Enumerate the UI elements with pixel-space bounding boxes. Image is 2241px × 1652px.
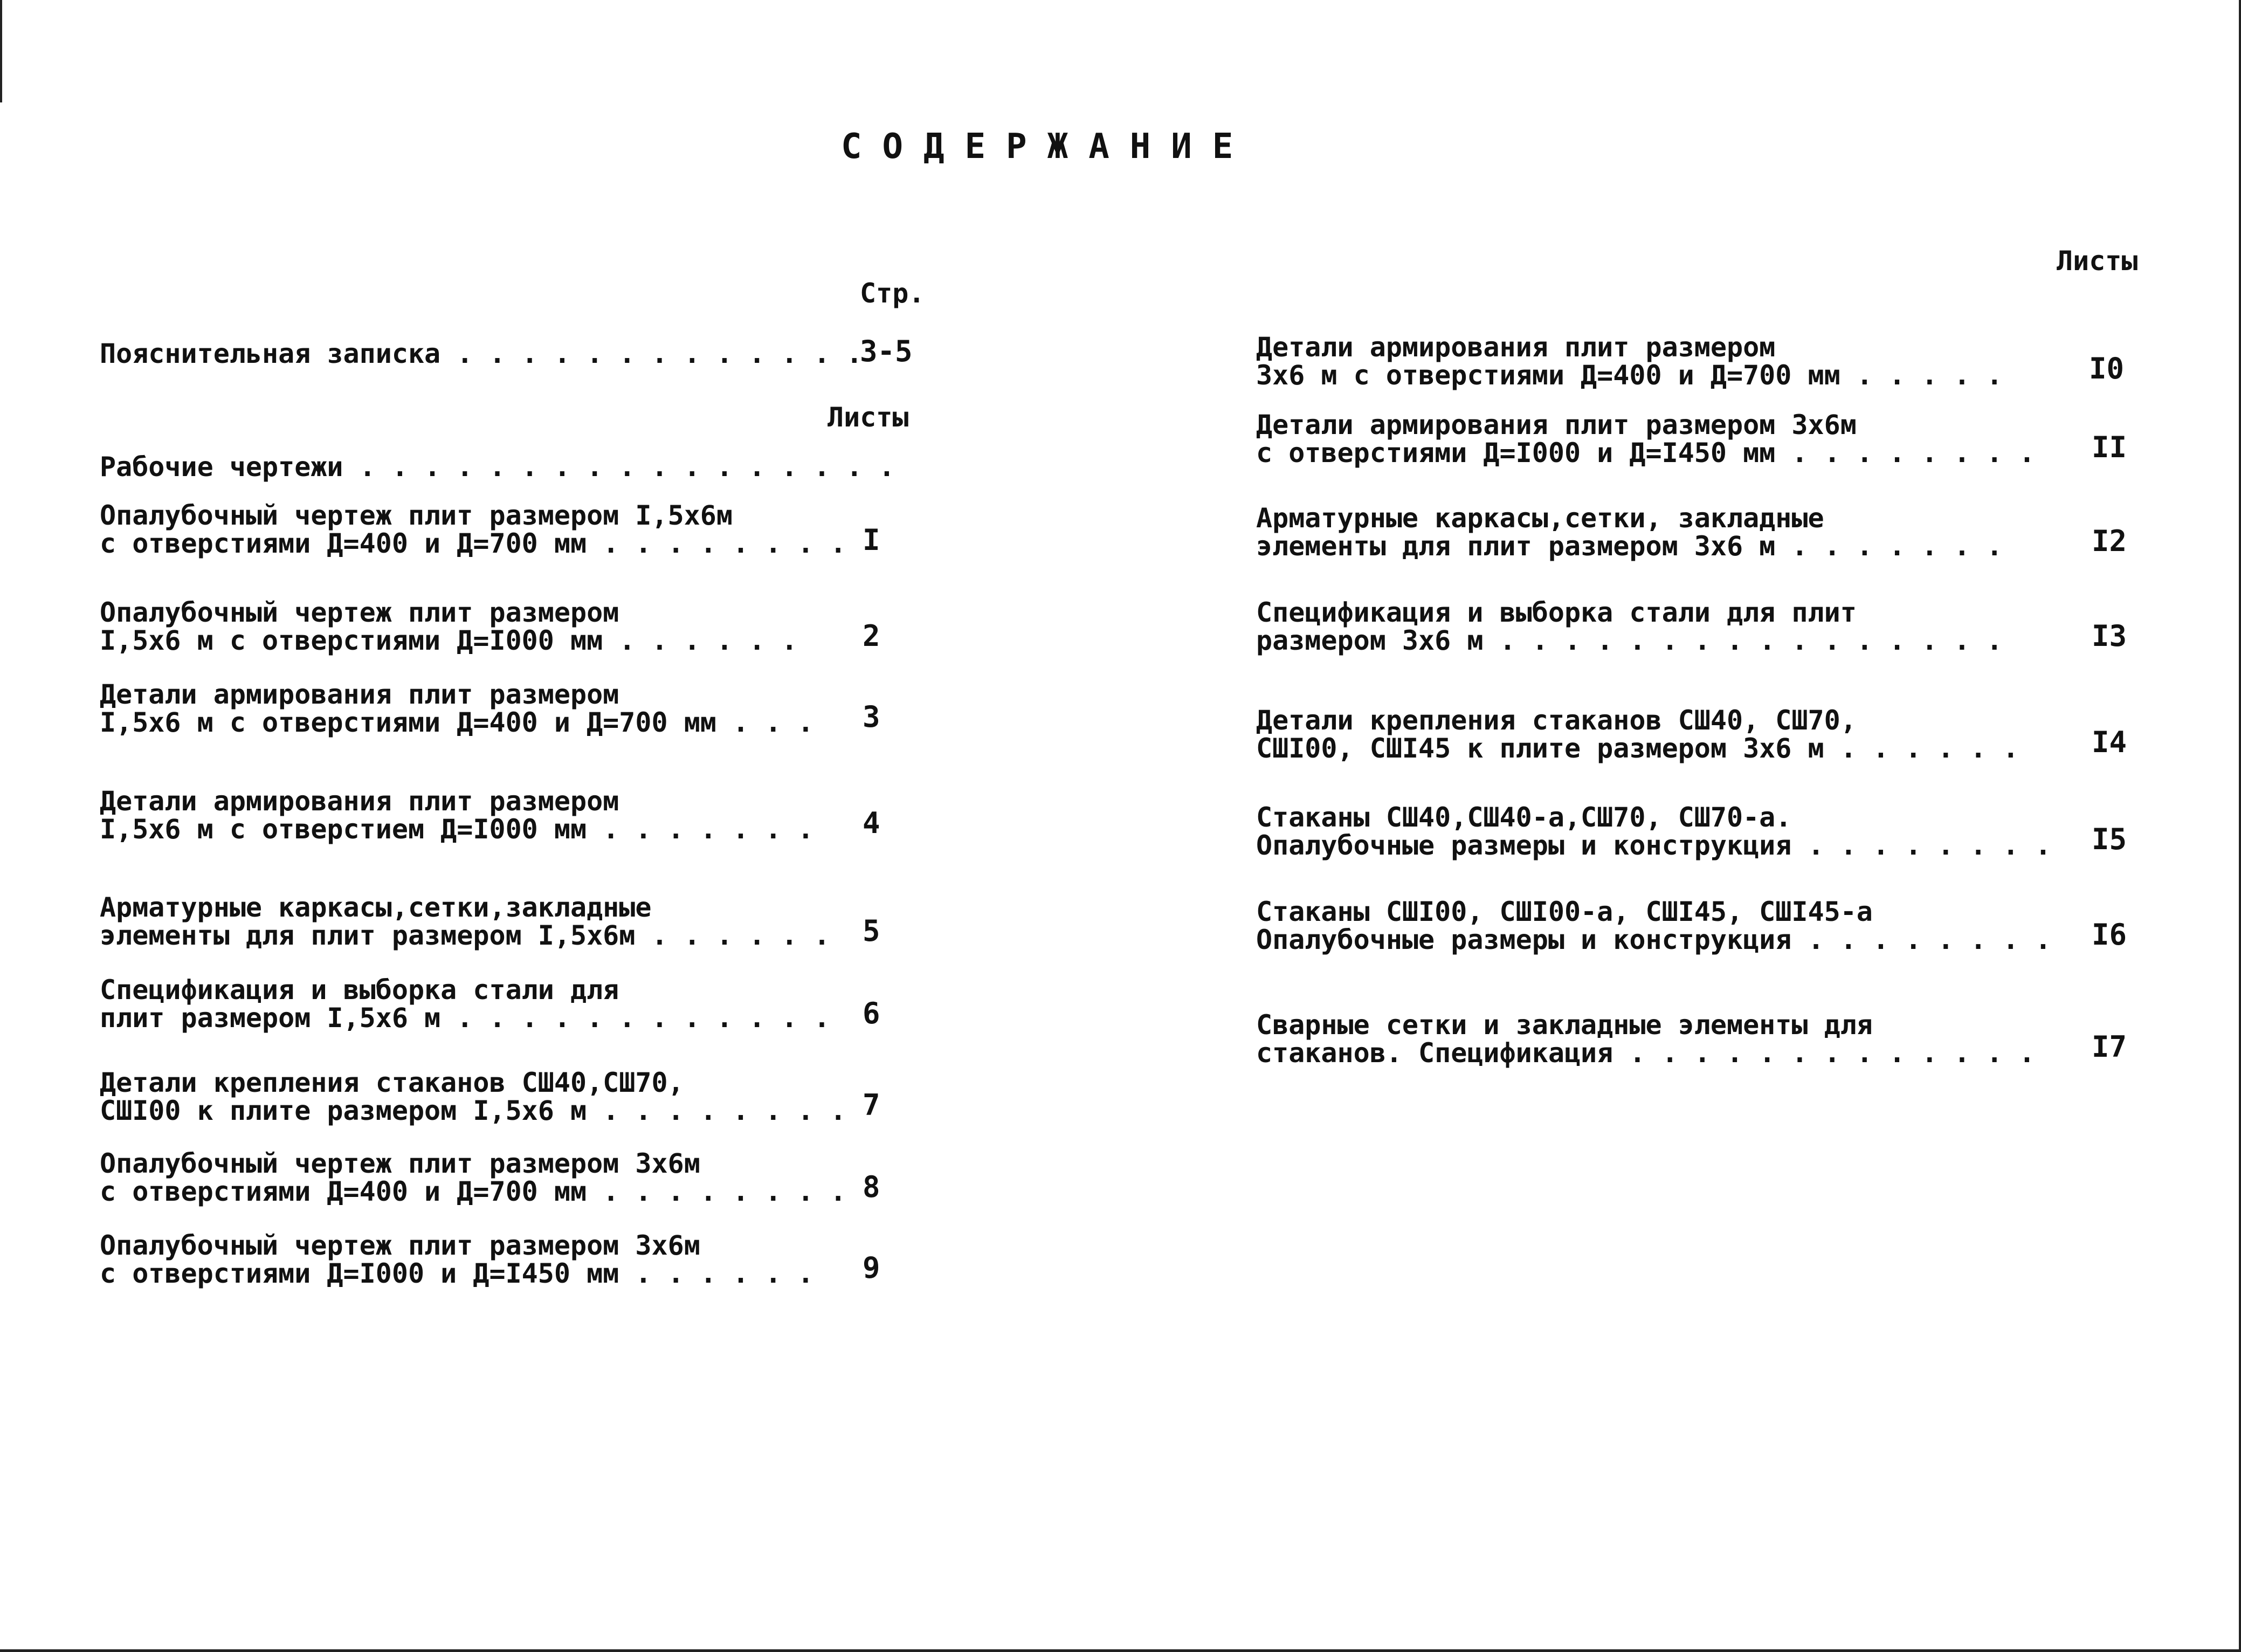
toc-entry-left-9: [100, 1149, 846, 1206]
toc-entry-left-1: [100, 453, 895, 481]
scan-edge-right: [2239, 0, 2241, 1652]
scan-edge-left: [0, 0, 2, 102]
toc-entry-right-0: [1256, 333, 2003, 389]
toc-entry-left-10: [100, 1231, 814, 1288]
toc-entry-text: с отверстиями Д=400 и Д=700 мм . . . . . . . .: [100, 1176, 846, 1207]
toc-entry-left-0: [100, 340, 863, 368]
toc-entry-text: I,5х6 м с отверстиями Д=400 и Д=700 мм . . .: [100, 707, 814, 738]
toc-entry-text: Спецификация и выборка стали для: [100, 974, 619, 1006]
toc-entry-text: стаканов. Спецификация . . . . . . . . . . . . .: [1256, 1037, 2035, 1069]
toc-entry-text: Стаканы СШI00, СШI00-а, СШI45, СШI45-а: [1256, 896, 1873, 927]
toc-entry-number: 4: [863, 806, 880, 840]
toc-entry-right-2: [1256, 504, 2003, 560]
left-header-pages: Стр.: [860, 278, 925, 309]
toc-entry-right-1: [1256, 411, 2035, 467]
toc-entry-text: Опалубочный чертеж плит размером: [100, 597, 619, 628]
toc-entry-number: 3: [863, 700, 880, 734]
toc-entry-text: Арматурные каркасы,сетки,закладные: [100, 892, 652, 923]
toc-entry-text: I,5х6 м с отверстиями Д=I000 мм . . . . . .: [100, 625, 798, 656]
toc-entry-left-7: [100, 976, 830, 1032]
toc-entry-number: II: [2092, 430, 2127, 464]
toc-entry-number: 5: [863, 914, 880, 948]
toc-entry-text: Детали крепления стаканов СШ40,СШ70,: [100, 1067, 684, 1098]
scan-edge-bottom: [0, 1649, 2241, 1652]
toc-entry-left-4: [100, 680, 814, 736]
toc-entry-number: 3-5: [860, 334, 913, 368]
toc-entry-text: элементы для плит размером 3х6 м . . . . . . .: [1256, 531, 2003, 562]
toc-entry-text: плит размером I,5х6 м . . . . . . . . . . . .: [100, 1002, 830, 1034]
toc-entry-text: СШI00, СШI45 к плите размером 3х6 м . . . . . .: [1256, 733, 2019, 764]
toc-entry-number: 6: [863, 996, 880, 1030]
page-title: СОДЕРЖАНИЕ: [841, 127, 1254, 167]
toc-entry-text: Детали армирования плит размером: [100, 786, 619, 817]
right-header-sheets: Листы: [2057, 245, 2138, 277]
toc-entry-text: Спецификация и выборка стали для плит: [1256, 597, 1857, 628]
toc-entry-text: размером 3х6 м . . . . . . . . . . . . . . . .: [1256, 625, 2003, 656]
toc-entry-text: Пояснительная записка . . . . . . . . . . . . .: [100, 338, 863, 369]
toc-entry-left-8: [100, 1069, 846, 1125]
toc-entry-number: I5: [2092, 822, 2127, 856]
toc-entry-right-5: [1256, 803, 2051, 859]
toc-entry-text: Рабочие чертежи . . . . . . . . . . . . . . . . .: [100, 451, 895, 483]
toc-entry-number: 8: [863, 1170, 880, 1204]
toc-entry-text: Опалубочный чертеж плит размером I,5х6м: [100, 500, 733, 531]
toc-entry-right-3: [1256, 598, 2003, 655]
toc-entry-text: Стаканы СШ40,СШ40-а,СШ70, СШ70-а.: [1256, 802, 1792, 833]
toc-entry-number: I3: [2092, 619, 2127, 653]
toc-entry-number: I0: [2089, 352, 2125, 386]
toc-entry-text: Арматурные каркасы,сетки, закладные: [1256, 503, 1824, 534]
toc-entry-left-6: [100, 893, 830, 949]
toc-entry-number: I6: [2092, 918, 2127, 952]
toc-entry-text: Опалубочные размеры и конструкция . . . . . . . .: [1256, 924, 2052, 955]
toc-entry-text: элементы для плит размером I,5х6м . . . . . .: [100, 920, 830, 951]
toc-entry-right-4: [1256, 706, 2019, 762]
toc-entry-number: I2: [2092, 524, 2127, 558]
toc-entry-number: 2: [863, 619, 880, 653]
toc-entry-text: с отверстиями Д=I000 и Д=I450 мм . . . . . . . .: [1256, 437, 2035, 469]
toc-entry-text: Детали армирования плит размером 3х6м: [1256, 409, 1857, 440]
toc-entry-left-3: [100, 598, 797, 655]
left-header-sheets: Листы: [828, 402, 909, 433]
toc-entry-text: Опалубочный чертеж плит размером 3х6м: [100, 1148, 700, 1179]
toc-entry-text: I,5х6 м с отверстием Д=I000 мм . . . . . . .: [100, 814, 814, 845]
toc-entry-text: Опалубочные размеры и конструкция . . . . . . . .: [1256, 830, 2052, 861]
toc-entry-number: I7: [2092, 1030, 2127, 1064]
toc-entry-text: 3х6 м с отверстиями Д=400 и Д=700 мм . . . . .: [1256, 360, 2003, 391]
toc-entry-text: с отверстиями Д=I000 и Д=I450 мм . . . . . .: [100, 1258, 814, 1289]
toc-entry-text: Сварные сетки и закладные элементы для: [1256, 1009, 1873, 1041]
toc-entry-text: с отверстиями Д=400 и Д=700 мм . . . . . . . .: [100, 528, 846, 559]
toc-entry-number: 9: [863, 1251, 880, 1285]
toc-entry-text: Детали армирования плит размером: [1256, 332, 1776, 363]
toc-entry-number: 7: [863, 1088, 880, 1122]
toc-entry-left-5: [100, 787, 814, 843]
toc-entry-number: I4: [2092, 725, 2127, 759]
toc-entry-right-6: [1256, 898, 2051, 954]
toc-entry-text: Опалубочный чертеж плит размером 3х6м: [100, 1230, 700, 1261]
toc-entry-right-7: [1256, 1011, 2035, 1067]
toc-entry-left-2: [100, 501, 846, 557]
toc-entry-text: СШI00 к плите размером I,5х6 м . . . . . . . .: [100, 1095, 846, 1126]
toc-entry-text: Детали крепления стаканов СШ40, СШ70,: [1256, 705, 1857, 736]
toc-entry-number: I: [863, 523, 880, 557]
toc-entry-text: Детали армирования плит размером: [100, 679, 619, 710]
